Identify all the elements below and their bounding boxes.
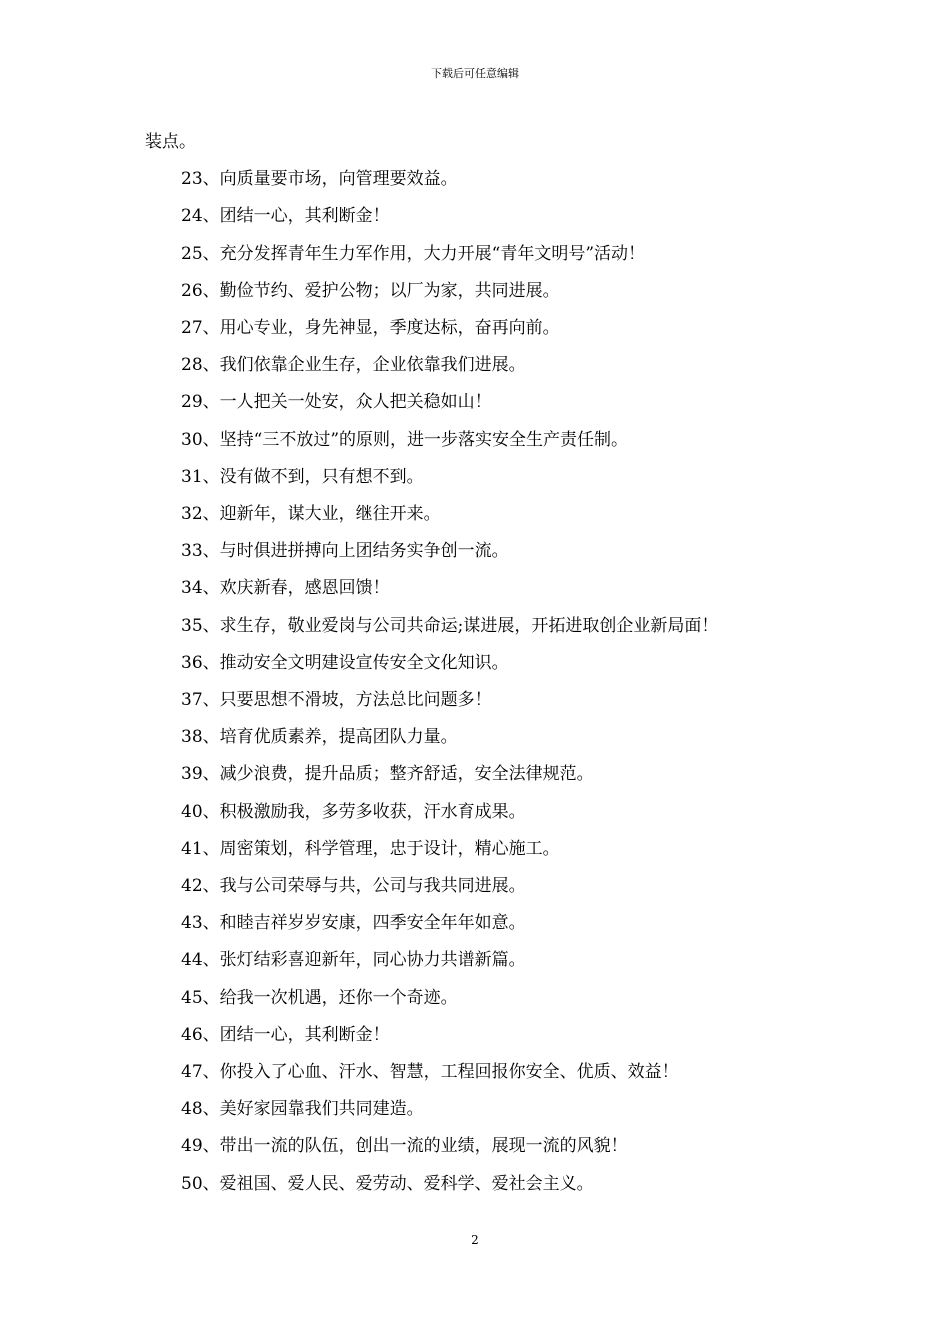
list-item: 33、与时俱进拼搏向上团结务实争创一流。 — [181, 541, 509, 562]
page-header: 下载后可任意编辑 — [431, 67, 519, 80]
list-item: 43、和睦吉祥岁岁安康，四季安全年年如意。 — [181, 913, 526, 934]
list-item: 35、求生存，敬业爱岗与公司共命运;谋进展，开拓进取创企业新局面！ — [181, 615, 719, 636]
list-item: 41、周密策划，科学管理，忠于设计，精心施工。 — [181, 838, 560, 859]
list-item: 39、减少浪费，提升品质；整齐舒适，安全法律规范。 — [181, 764, 594, 785]
list-item: 29、一人把关一处安，众人把关稳如山！ — [181, 392, 492, 413]
continuation-line: 装点。 — [145, 132, 196, 152]
list-item: 47、你投入了心血、汗水、智慧，工程回报你安全、优质、效益！ — [181, 1062, 679, 1083]
list-item: 50、爱祖国、爱人民、爱劳动、爱科学、爱社会主义。 — [181, 1173, 594, 1194]
list-item: 36、推动安全文明建设宣传安全文化知识。 — [181, 652, 509, 673]
list-item: 42、我与公司荣辱与共，公司与我共同进展。 — [181, 876, 526, 897]
list-item: 32、迎新年，谋大业，继往开来。 — [181, 504, 441, 525]
list-item: 40、积极激励我，多劳多收获，汗水育成果。 — [181, 801, 526, 822]
list-item: 27、用心专业，身先神显，季度达标，奋再向前。 — [181, 318, 560, 339]
list-item: 48、美好家园靠我们共同建造。 — [181, 1099, 424, 1120]
list-item: 46、团结一心，其利断金！ — [181, 1024, 390, 1045]
list-item: 49、带出一流的队伍，创出一流的业绩，展现一流的风貌！ — [181, 1136, 628, 1157]
list-item: 31、没有做不到，只有想不到。 — [181, 466, 424, 487]
list-item: 38、培育优质素养，提高团队力量。 — [181, 727, 458, 748]
list-item: 34、欢庆新春，感恩回馈！ — [181, 578, 390, 599]
list-item: 37、只要思想不滑坡，方法总比问题多！ — [181, 690, 492, 711]
list-item: 23、向质量要市场，向管理要效益。 — [181, 169, 458, 190]
page-number: 2 — [471, 1233, 479, 1247]
list-item: 44、张灯结彩喜迎新年，同心协力共谱新篇。 — [181, 950, 526, 971]
list-item: 45、给我一次机遇，还你一个奇迹。 — [181, 987, 458, 1008]
list-item: 25、充分发挥青年生力军作用，大力开展“青年文明号”活动！ — [181, 243, 646, 264]
document-body — [145, 124, 825, 1203]
list-item: 28、我们依靠企业生存，企业依靠我们进展。 — [181, 355, 526, 376]
list-item: 26、勤俭节约、爱护公物；以厂为家，共同进展。 — [181, 280, 560, 301]
list-item: 24、团结一心，其利断金！ — [181, 206, 390, 227]
list-item: 30、坚持“三不放过”的原则，进一步落实安全生产责任制。 — [181, 429, 629, 450]
